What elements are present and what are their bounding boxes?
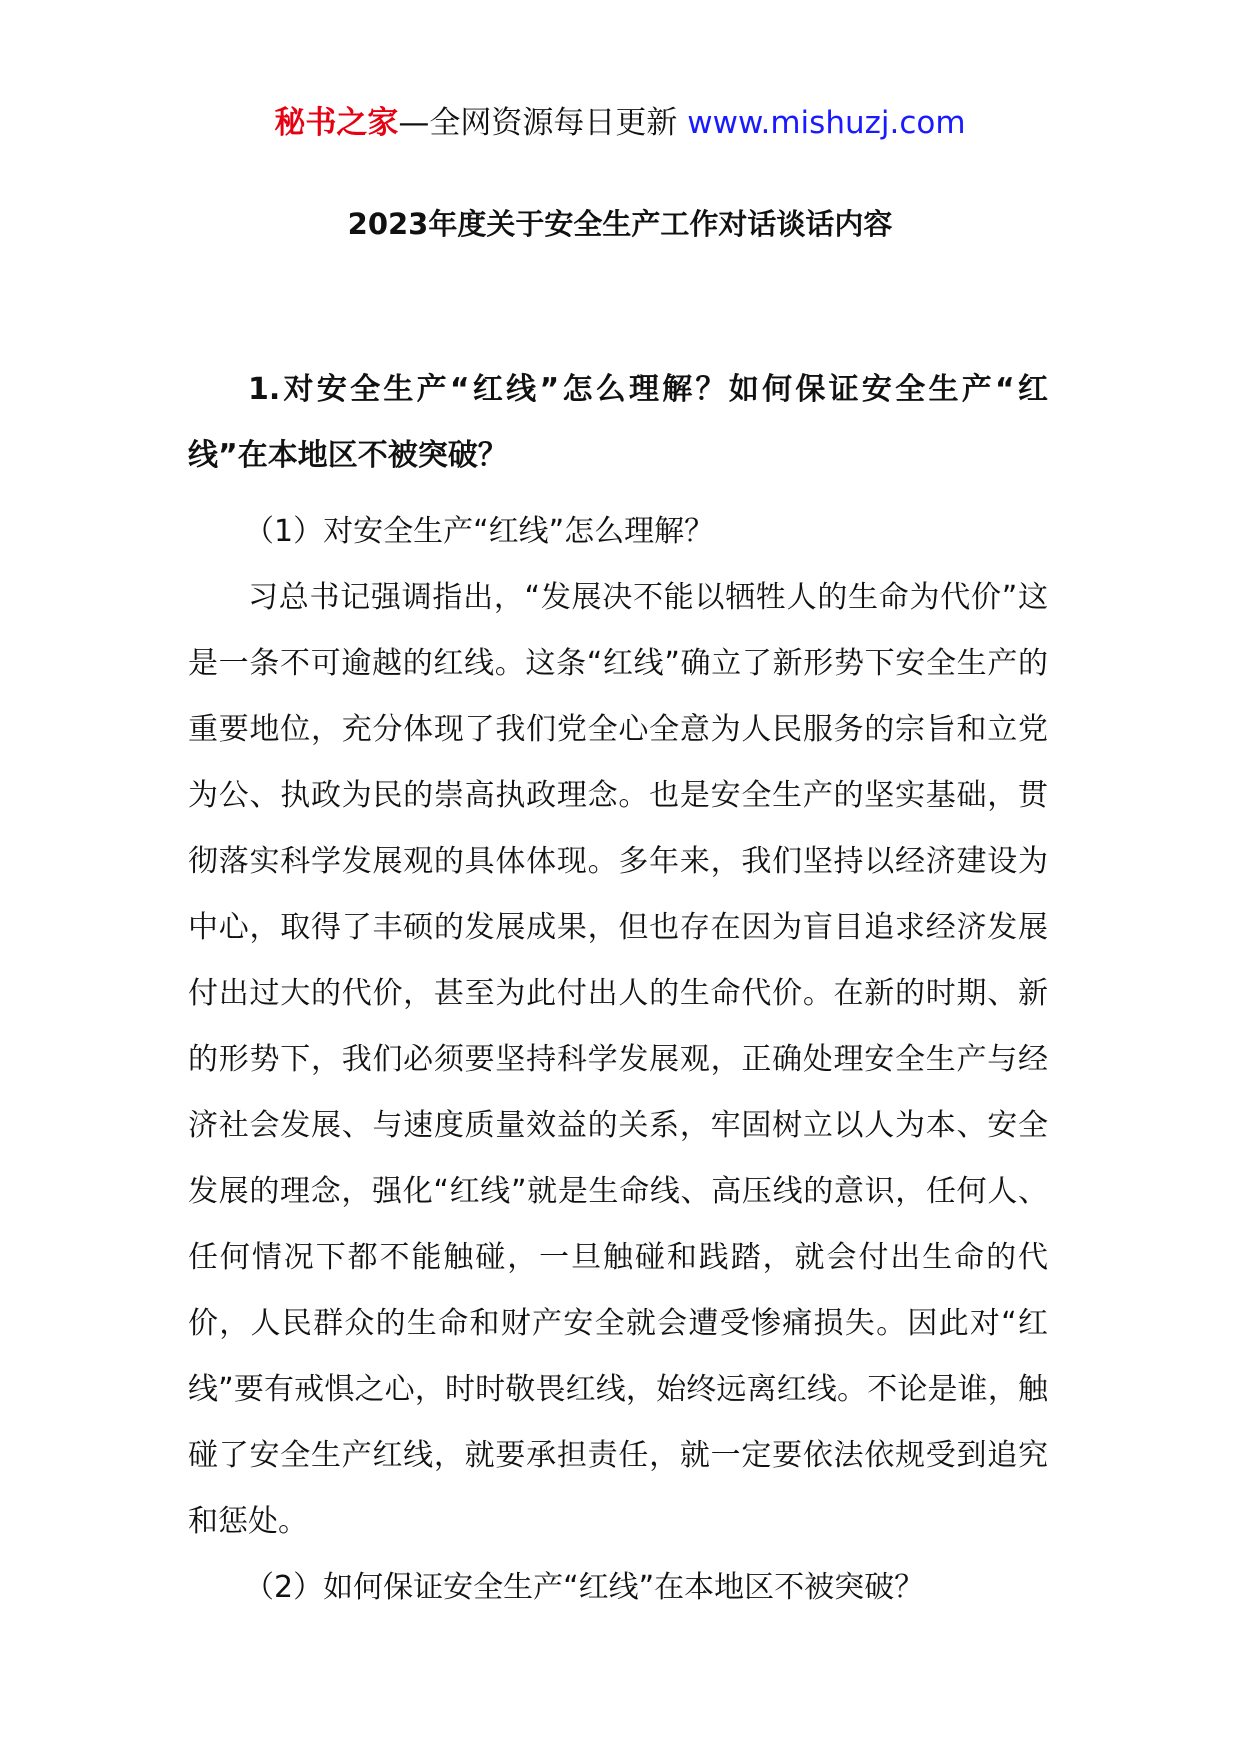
site-header [0, 100, 1240, 146]
document-title: 2023年度关于安全生产工作对话谈话内容 [347, 207, 893, 241]
brand-name: 秘书之家 [274, 105, 399, 141]
subquestion-1: （1）对安全生产“红线”怎么理解？ [244, 514, 715, 549]
header-tagline: —全网资源每日更新 [398, 105, 688, 141]
body-paragraph-1: 习总书记强调指出，“发展决不能以牺牲人的生命为代价”这是一条不可逾越的红线。这条“红线”确立了新形势下安全生产的重要地位，充分体现了我们党全心全意为人民服务的宗旨和立党为公、执政为民的崇高执政理念。也是安全生产的坚实基础，贯彻落实科学发展观的具体体现。多年来，我们坚持以经济建设为中心，取得了丰硕的发展成果，但也存在因为盲目追求经济发展付出过大的代价，甚至为此付出人的生命代价。在新的时期、新的形势下，我们必须要坚持科学发展观，正确处理安全生产与经济社会发展、与速度质量效益的关系，牢固树立以人为本、安全发展的理念，强化“红线”就是生命线、高压线的意识，任何人、任何情况下都不能触碰，一旦触碰和践踏，就会付出生命的代价，人民群众的生命和财产安全就会遭受惨痛损失。因此对“红线”要有戒惧之心，时时敬畏红线，始终远离红线。不论是谁，触碰了安全生产红线，就要承担责任，就一定要依法依规受到追究和惩处。 [188, 580, 1048, 1539]
document-body [188, 357, 1048, 1621]
question-heading-1: 1.对安全生产“红线”怎么理解？如何保证安全生产“红线”在本地区不被突破？ [188, 372, 1048, 473]
subquestion-2: （2）如何保证安全生产“红线”在本地区不被突破？ [244, 1570, 925, 1605]
site-url-link[interactable]: www.mishuzj.com [687, 105, 966, 141]
